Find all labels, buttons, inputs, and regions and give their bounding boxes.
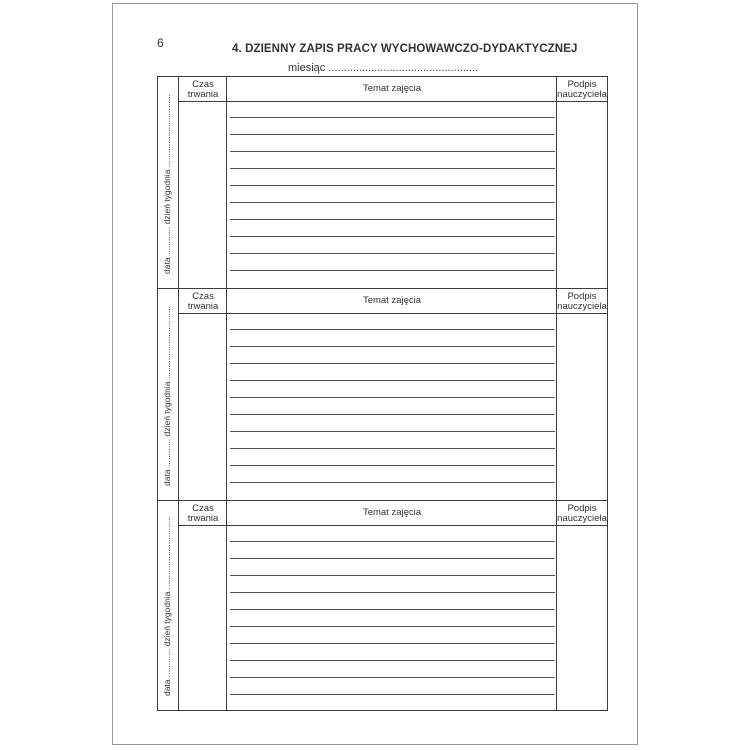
ruled-line bbox=[230, 660, 555, 661]
month-field[interactable]: miesiąc ................................................. bbox=[288, 62, 479, 74]
date-day-column[interactable] bbox=[158, 77, 179, 288]
ruled-line bbox=[230, 465, 555, 466]
topic-header: Temat zajęcia bbox=[362, 507, 422, 518]
ruled-line bbox=[230, 448, 555, 449]
date-day-label: data ............ dzień tygodnia ............................... bbox=[162, 516, 172, 696]
signature-header: Podpis nauczyciela bbox=[557, 291, 607, 312]
ruled-line bbox=[230, 363, 555, 364]
ruled-line bbox=[230, 202, 555, 203]
date-day-column[interactable] bbox=[158, 501, 179, 710]
ruled-line bbox=[230, 575, 555, 576]
topic-lines[interactable] bbox=[230, 313, 555, 501]
entry-block bbox=[157, 288, 608, 501]
ruled-line bbox=[230, 414, 555, 415]
page-title: 4. DZIENNY ZAPIS PRACY WYCHOWAWCZO-DYDAKTYCZNEJ bbox=[232, 43, 578, 55]
ruled-line bbox=[230, 643, 555, 644]
signature-header: Podpis nauczyciela bbox=[557, 503, 607, 524]
ruled-line bbox=[230, 253, 555, 254]
ruled-line bbox=[230, 397, 555, 398]
duration-header: Czas trwania bbox=[187, 291, 219, 312]
topic-lines[interactable] bbox=[230, 101, 555, 289]
ruled-line bbox=[230, 168, 555, 169]
ruled-line bbox=[230, 609, 555, 610]
topic-header: Temat zajęcia bbox=[362, 83, 422, 94]
ruled-line bbox=[230, 134, 555, 135]
ruled-line bbox=[230, 380, 555, 381]
ruled-line bbox=[230, 677, 555, 678]
duration-column[interactable] bbox=[179, 289, 227, 500]
signature-column[interactable] bbox=[557, 289, 607, 500]
ruled-line bbox=[230, 270, 555, 271]
entry-block bbox=[157, 500, 608, 711]
ruled-line bbox=[230, 558, 555, 559]
topic-lines[interactable] bbox=[230, 525, 555, 711]
ruled-line bbox=[230, 431, 555, 432]
ruled-line bbox=[230, 541, 555, 542]
signature-header: Podpis nauczyciela bbox=[557, 79, 607, 100]
entry-block bbox=[157, 76, 608, 289]
topic-header: Temat zajęcia bbox=[362, 295, 422, 306]
duration-header: Czas trwania bbox=[187, 79, 219, 100]
date-day-label: data ............ dzień tygodnia ............................... bbox=[162, 306, 172, 486]
ruled-line bbox=[230, 346, 555, 347]
date-day-label: data ............ dzień tygodnia ............................... bbox=[162, 94, 172, 274]
date-day-column[interactable] bbox=[158, 289, 179, 500]
ruled-line bbox=[230, 185, 555, 186]
ruled-line bbox=[230, 626, 555, 627]
ruled-line bbox=[230, 117, 555, 118]
page-number: 6 bbox=[157, 36, 164, 50]
ruled-line bbox=[230, 219, 555, 220]
duration-header: Czas trwania bbox=[187, 503, 219, 524]
ruled-line bbox=[230, 329, 555, 330]
ruled-line bbox=[230, 694, 555, 695]
ruled-line bbox=[230, 482, 555, 483]
duration-column[interactable] bbox=[179, 77, 227, 288]
duration-column[interactable] bbox=[179, 501, 227, 710]
ruled-line bbox=[230, 151, 555, 152]
signature-column[interactable] bbox=[557, 77, 607, 288]
ruled-line bbox=[230, 592, 555, 593]
signature-column[interactable] bbox=[557, 501, 607, 710]
ruled-line bbox=[230, 236, 555, 237]
